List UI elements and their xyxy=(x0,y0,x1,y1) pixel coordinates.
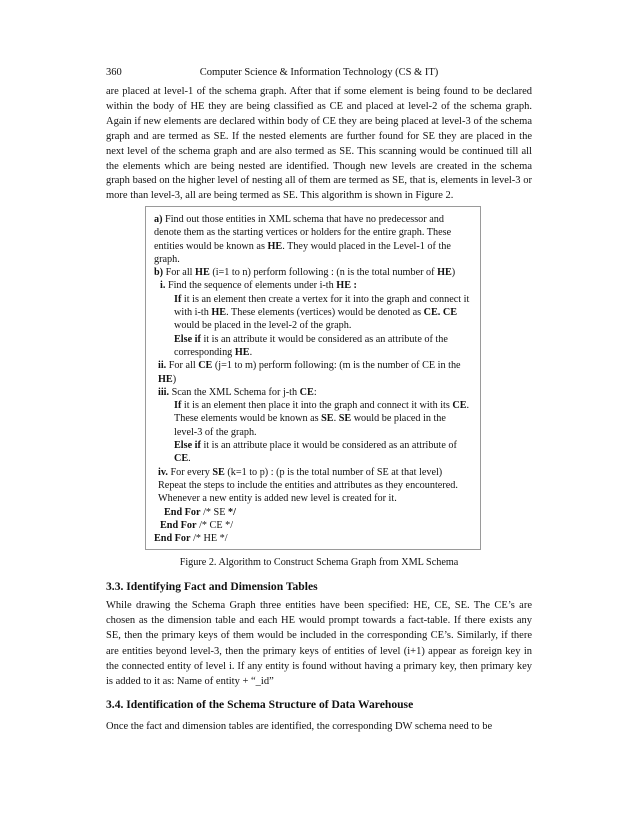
end-for-ce: End For /* CE */ xyxy=(160,519,234,531)
step-i: i. Find the sequence of elements under i-th HE : xyxy=(160,280,357,292)
step-i-if: If it is an element then create a vertex for it into the graph and connect it with i-th HE. These elements (vertices) would be denoted as CE. CE would be placed in the level-2 of the graph. xyxy=(174,293,470,332)
running-header xyxy=(106,66,532,80)
step-iv-label: iv. xyxy=(158,466,168,478)
step-a-label: a) xyxy=(154,214,163,225)
page-number: 360 xyxy=(106,67,122,78)
section-heading-3-3: 3.3. Identifying Fact and Dimension Tables xyxy=(106,580,318,593)
section-heading-3-4: 3.4. Identification of the Schema Structure of Data Warehouse xyxy=(106,698,414,711)
step-iii: iii. Scan the XML Schema for j-th CE: xyxy=(158,386,317,398)
intro-paragraph: are placed at level-1 of the schema graph. After that if some element is being found to be declared within the body of HE they are being classified as CE and placed at level-2 of the schema graph. Again if new elements are declared within body of CE they are being placed at level-3 of the schema graph and are termed as SE. If the nested elements are further found for SE they are placed in the next level of the schema graph and are also termed as SE. This scanning would be continued till all the elements which are being nested are identified. Though new levels are created in the schema graph based on the higher level of nesting all of them are termed as SE, that is, elements in level-3 or more than level-3, all are being termed as SE. This algorithm is shown in Figure 2. xyxy=(106,86,532,202)
step-iii-label: iii. xyxy=(158,386,170,398)
step-ii-label: ii. xyxy=(158,360,167,372)
end-for-se: End For /* SE */ xyxy=(164,506,236,518)
step-b-label: b) xyxy=(154,267,164,279)
step-a: a) Find out those entities in XML schema that have no predecessor and denote them as the starting vertices or holders for the entire graph. These entities would be known as HE. They would placed in the Level-1 of the graph. xyxy=(154,214,452,265)
figure-caption: Figure 2. Algorithm to Construct Schema Graph from XML Schema xyxy=(179,557,459,568)
step-iii-if: If it is an element then place it into the graph and connect it with its CE. These elements would be known as SE. SE would be placed in the level-3 of the graph. xyxy=(174,400,470,438)
schema-structure-paragraph: Once the fact and dimension tables are identified, the corresponding DW schema need to be xyxy=(106,721,493,732)
step-iv: iv. For every SE (k=1 to p) : (p is the total number of SE at that level) Repeat the steps to include the entities and attributes as they encountered. Whenever a new entity is added new level is created for it. xyxy=(158,466,458,505)
fact-dimension-paragraph: While drawing the Schema Graph three entities have been specified: HE, CE, SE. The CE’s are chosen as the dimension table and each HE would prompt towards a fact-table. If there exists any SE, then the primary keys of them would be included in the corresponding CE’s. Similarly, if there are entities beyond level-3, then the primary keys of entities of level (i+1) appear as foreign key in the connected entity of level i. If any entity is found without having a primary key, then primary key is added to it as: Name of entity + “_id” xyxy=(106,600,532,688)
algorithm-box xyxy=(145,206,481,550)
step-i-label: i. xyxy=(160,280,166,292)
step-b: b) For all HE (i=1 to n) perform following : (n is the total number of HE) xyxy=(154,267,456,279)
journal-title: Computer Science & Information Technology (CS & IT) xyxy=(199,67,439,78)
end-for-he: End For /* HE */ xyxy=(154,533,228,545)
step-i-elseif: Else if it is an attribute it would be considered as an attribute of the corresponding HE. xyxy=(174,333,448,358)
step-iii-elseif: Else if it is an attribute place it would be considered as an attribute of CE. xyxy=(174,440,457,465)
step-ii: ii. For all CE (j=1 to m) perform following: (m is the number of CE in the HE) xyxy=(158,360,461,385)
